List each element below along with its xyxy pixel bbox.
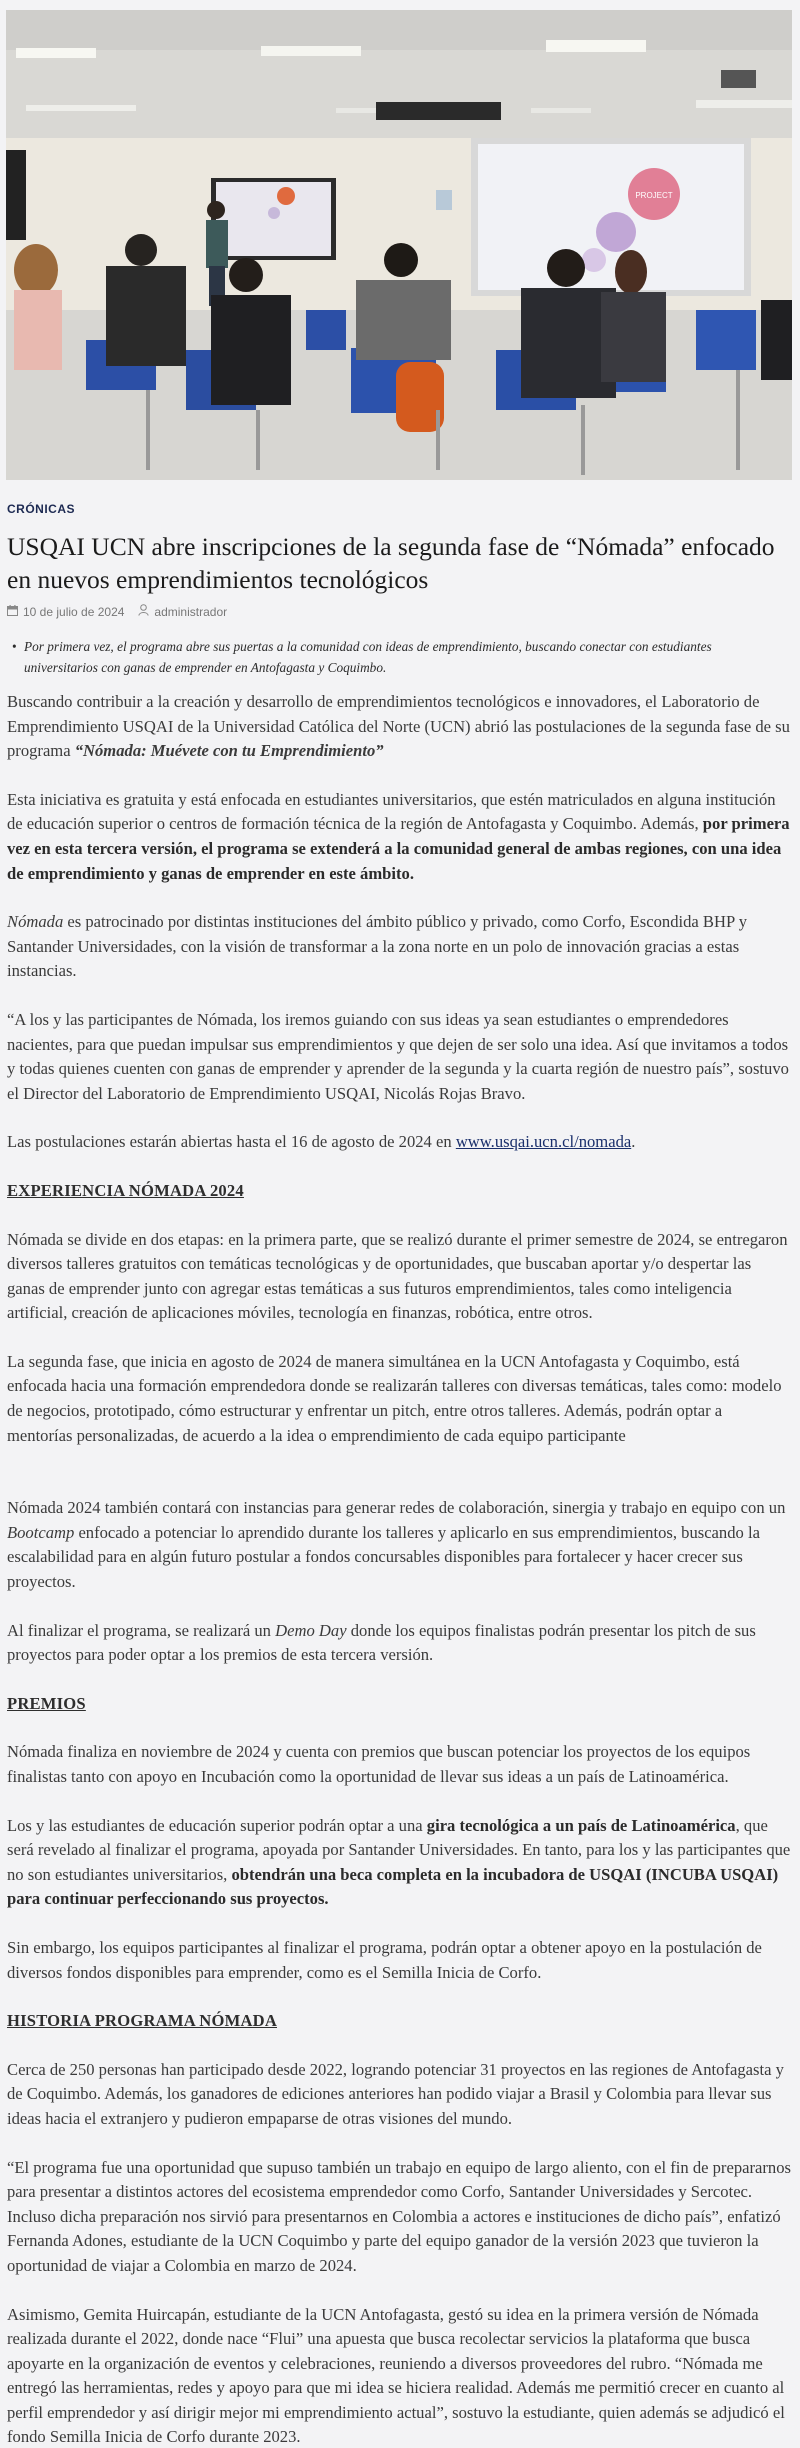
paragraph: Nómada es patrocinado por distintas instituciones del ámbito público y privado, como Corfo, Escondida BHP y Santander Universidades, con la visión de transformar a la zona norte en un polo de innovación gracias a estas instancias. [7, 912, 748, 981]
article-title: USQAI UCN abre inscripciones de la segunda fase de “Nómada” enfocado en nuevos emprendimientos tecnológicos [7, 532, 775, 594]
paragraph: Cerca de 250 personas han participado desde 2022, logrando potenciar 31 proyectos en las regiones de Antofagasta y de Coquimbo. Además, los ganadores de ediciones anteriores han podido viajar a Brasil y Colombia para llevar sus ideas hacia el extranjero y pudieron empaparse de otras visiones del mundo. [7, 2059, 784, 2128]
paragraph: Nómada se divide en dos etapas: en la primera parte, que se realizó durante el primer semestre de 2024, se entregaron diversos talleres gratuitos con temáticas tecnológicas y de oportunidades, que buscaban aportar y/o despertar las ganas de emprender junto con agregar estas temáticas a sus futuros emprendimientos, tales como inteligencia artificial, creación de aplicaciones móviles, tecnología en finanzas, robótica, entre otros. [7, 1229, 788, 1323]
article-body [7, 690, 791, 2448]
paragraph: Los y las estudiantes de educación superior podrán optar a una gira tecnológica a un país de Latinoamérica, que será revelado al finalizar el programa, apoyada por Santander Universidades. En tanto, para los y las participantes que no son estudiantes universitarios, obtendrán una beca completa en la incubadora de USQAI (INCUBA USQAI) para continuar perfeccionando sus proyectos. [7, 1815, 791, 1909]
hero-photo [6, 10, 792, 480]
user-icon [138, 604, 149, 619]
paragraph: Al finalizar el programa, se realizará un Demo Day donde los equipos finalistas podrán presentar los pitch de sus proyectos para poder optar a los premios de esta tercera versión. [7, 1620, 756, 1665]
paragraph: Nómada 2024 también contará con instancias para generar redes de colaboración, sinergia y trabajo en equipo con un Bootcamp enfocado a potenciar lo aprendido durante los talleres y aplicarlo en sus emprendimientos, buscando la escalabilidad para en algún futuro postular a fondos concursables disponibles para fortalecer y hacer crecer sus proyectos. [7, 1498, 786, 1592]
slide-label: PROJECT [635, 191, 673, 200]
paragraph: Nómada finaliza en noviembre de 2024 y cuenta con premios que buscan potenciar los proyectos de los equipos finalistas tanto con apoyo en Incubación como la oportunidad de llevar sus ideas a un país de Latinoamérica. [7, 1742, 751, 1786]
author-link[interactable]: administrador [154, 604, 228, 619]
quote-paragraph: “El programa fue una oportunidad que supuso también un trabajo en equipo de largo aliento, con el fin de prepararnos para presentar a distintos actores del ecosistema emprendedor como Corfo, Santander Universidades y Sercotec. Incluso dicha preparación nos sirvió para presentarnos en Colombia a actores e instituciones de dicho país”, enfatizó Fernanda Adones, estudiante de la UCN Coquimbo y parte del equipo ganador de la versión 2023 que tuvieron la oportunidad de viajar a Colombia en marzo de 2024. [7, 2157, 791, 2275]
calendar-icon [7, 605, 18, 619]
article-lead: • Por primera vez, el programa abre sus puertas a la comunidad con ideas de emprendimiento, buscando conectar con estudiantes universitarios con ganas de emprender en Antofagasta y Coquimbo. [24, 636, 784, 678]
category-link[interactable]: CRÓNICAS [7, 502, 76, 516]
quote-paragraph: “A los y las participantes de Nómada, los iremos guiando con sus ideas ya sean estudiantes o emprendedores nacientes, para que puedan impulsar sus emprendimientos y que dejen de ser solo una idea. Así que invitamos a todos y todas quienes cuenten con ganas de emprender y aprender de la segunda y la cuarta región de nuestro país”, sostuvo el Director del Laboratorio de Emprendimiento USQAI, Nicolás Rojas Bravo. [7, 1009, 789, 1103]
section-heading-historia: HISTORIA PROGRAMA NÓMADA [7, 2011, 278, 2031]
paragraph: Las postulaciones estarán abiertas hasta el 16 de agosto de 2024 en www.usqai.ucn.cl/nomada. [7, 1132, 636, 1152]
section-heading-premios: PREMIOS [7, 1693, 86, 1713]
section-heading-experiencia: EXPERIENCIA NÓMADA 2024 [7, 1180, 244, 1200]
paragraph: Esta iniciativa es gratuita y está enfocada en estudiantes universitarios, que estén matriculados en alguna institución de educación superior o centros de formación técnica de la región de Antofagasta y Coquimbo. Además, por primera vez en esta tercera versión, el programa se extenderá a la comunidad general de ambas regiones, con una idea de emprendimiento y ganas de emprender en este ámbito. [7, 789, 790, 883]
article-meta [7, 604, 227, 619]
paragraph: Asimismo, Gemita Huircapán, estudiante de la UCN Antofagasta, gestó su idea en la primera versión de Nómada realizada durante el 2022, donde nace “Flui” una apuesta que busca recolectar servicios la plataforma que busca apoyarte en la organización de eventos y celebraciones, reuniendo a diversos proveedores del rubro. “Nómada me entregó las herramientas, redes y apoyo para que mi idea se hiciera realidad. Además me permitió crecer en cuanto al perfil emprendedor y así dirigir mejor mi emprendimiento actual”, sostuvo la estudiante, quien además se adjudicó el fondo Semilla Inicia de Corfo durante 2023. [7, 2304, 785, 2447]
paragraph: Buscando contribuir a la creación y desarrollo de emprendimientos tecnológicos e innovadores, el Laboratorio de Emprendimiento USQAI de la Universidad Católica del Norte (UCN) abrió las postulaciones de la segunda fase de su programa “Nómada: Muévete con tu Emprendimiento” [7, 692, 790, 761]
publish-date: 10 de julio de 2024 [23, 604, 125, 619]
paragraph: Sin embargo, los equipos participantes al finalizar el programa, podrán optar a obtener apoyo en la postulación de diversos fondos disponibles para emprender, como es el Semilla Inicia de Corfo. [7, 1937, 762, 1982]
nomada-link[interactable]: www.usqai.ucn.cl/nomada [455, 1132, 632, 1152]
paragraph: La segunda fase, que inicia en agosto de 2024 de manera simultánea en la UCN Antofagasta y Coquimbo, está enfocada hacia una formación emprendedora donde se realizarán talleres con diversas temáticas, tales como: modelo de negocios, prototipado, cómo estructurar y enfrentar un pitch, entre otros talleres. Además, podrán optar a mentorías personalizadas, de acuerdo a la idea o emprendimiento de cada equipo participante [7, 1351, 782, 1445]
